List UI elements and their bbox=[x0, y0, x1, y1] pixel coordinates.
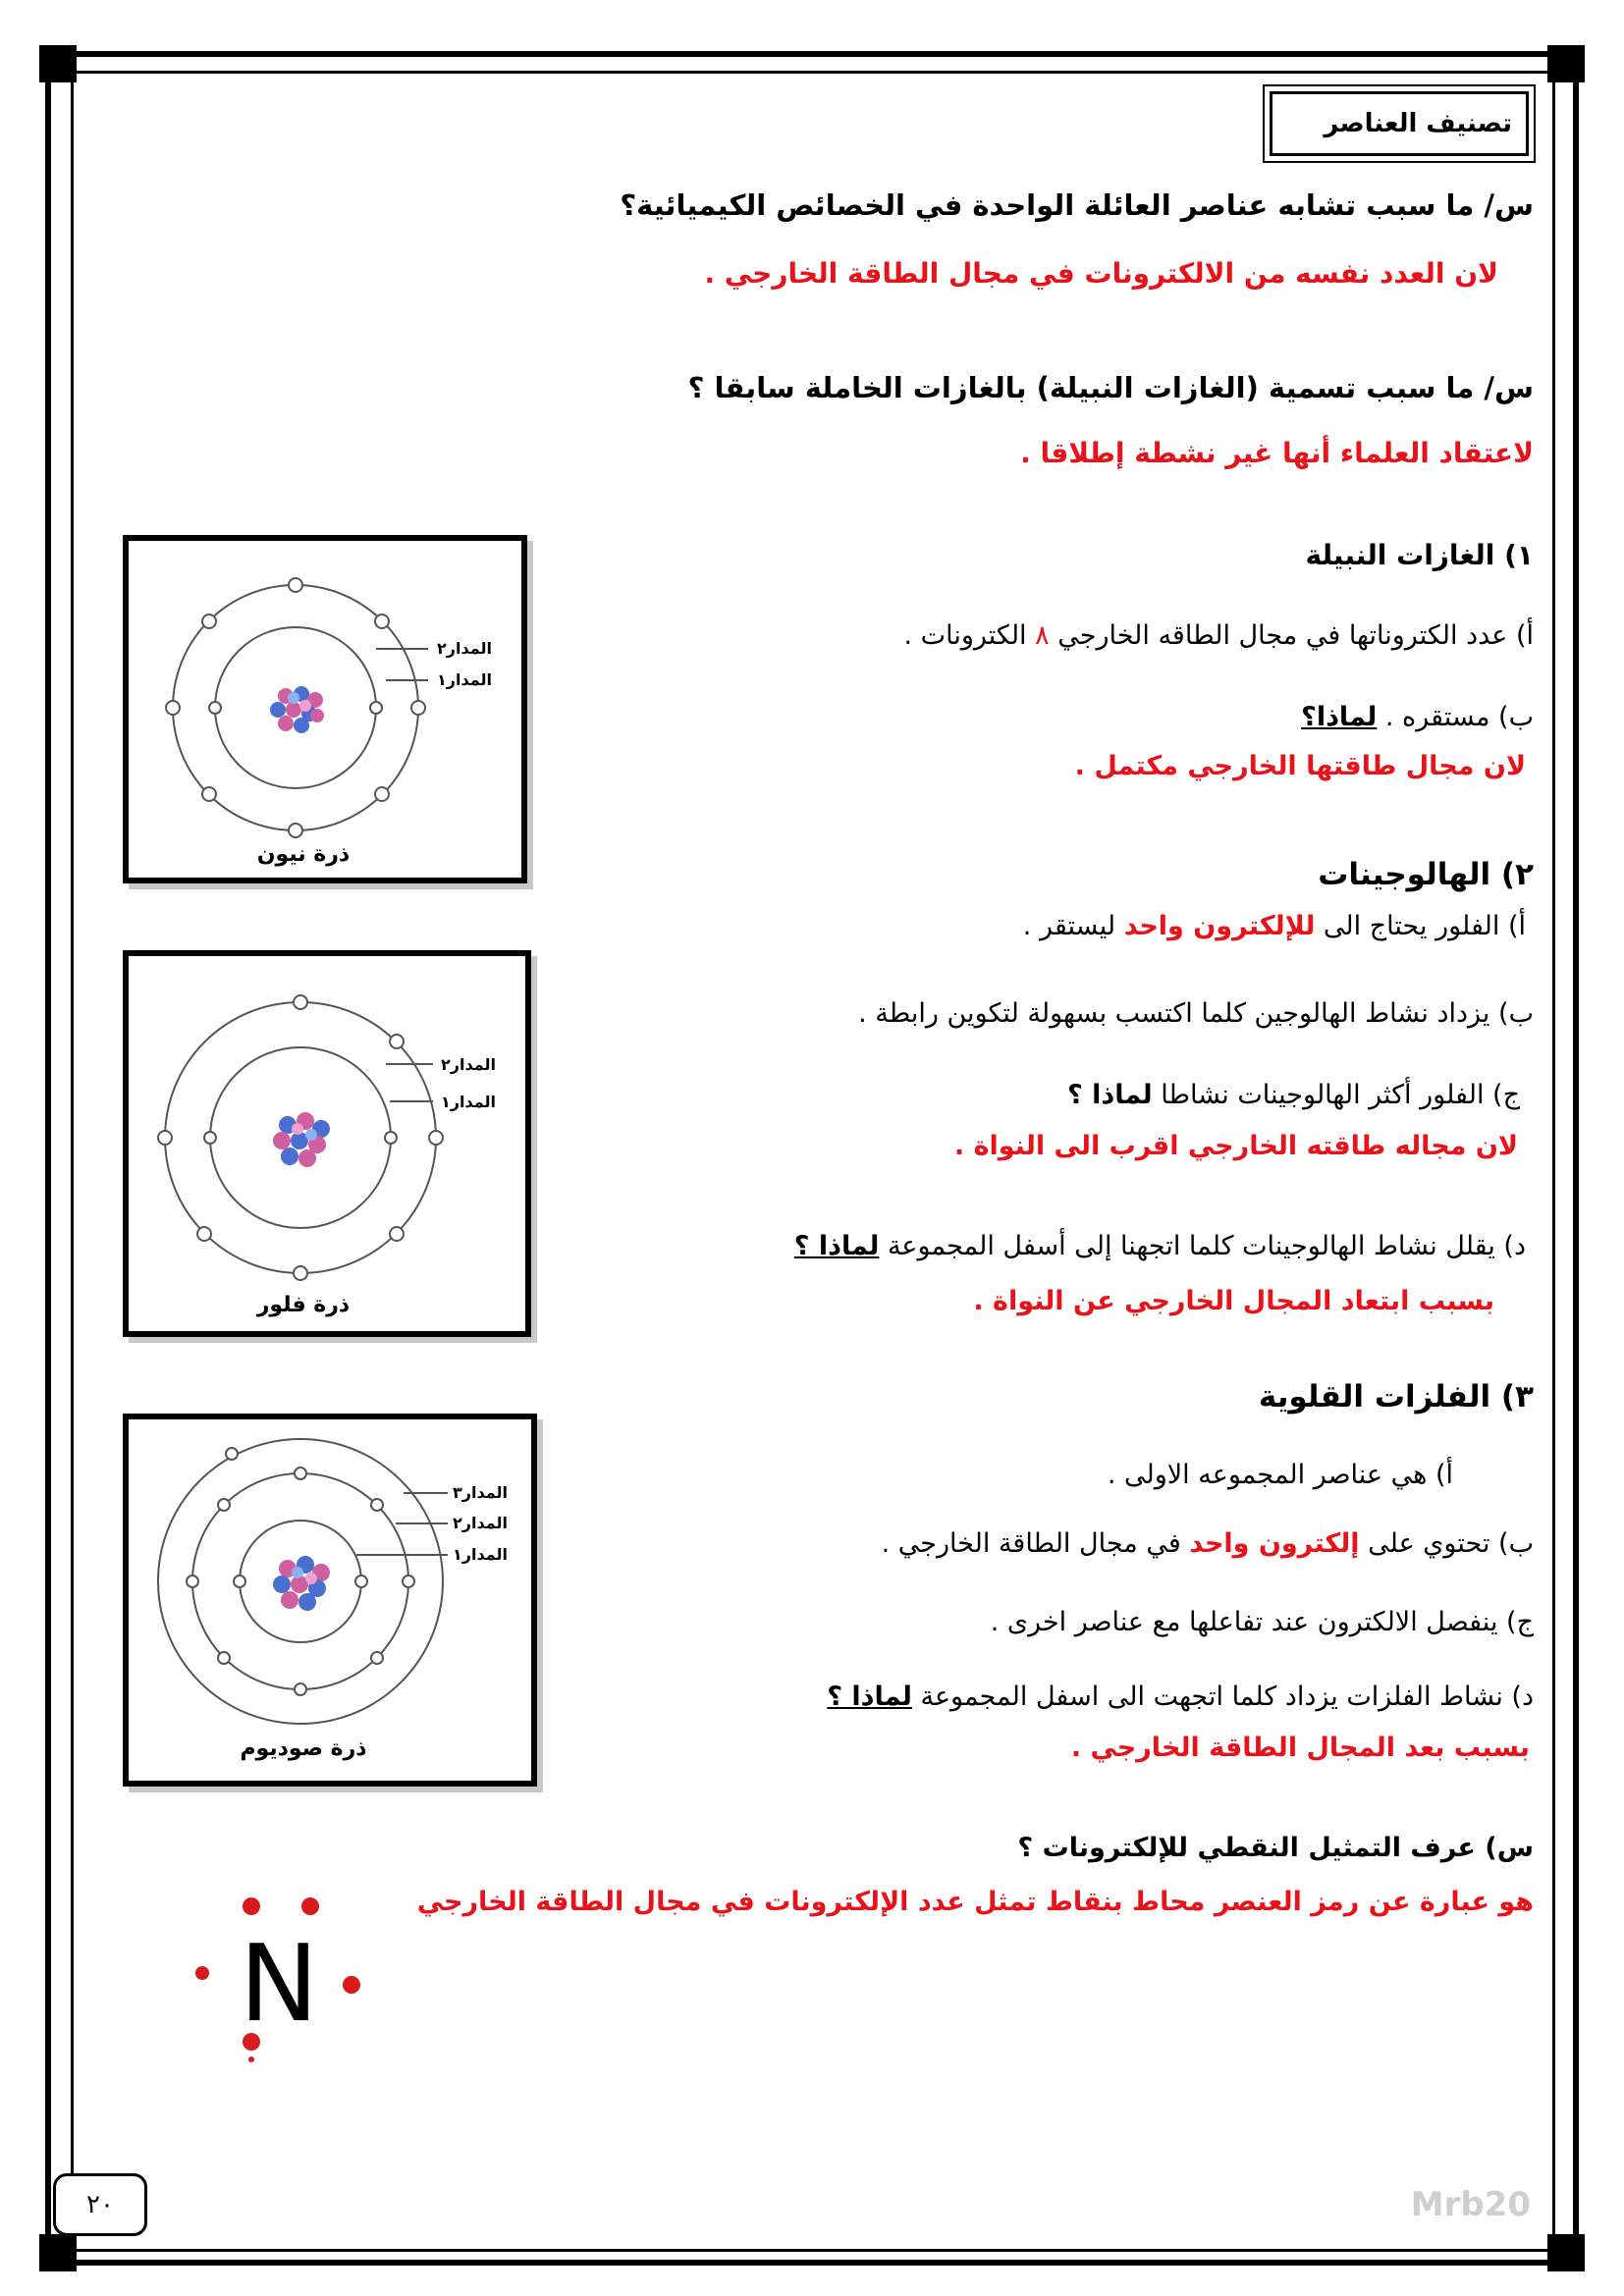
sodium-atom-diagram bbox=[129, 1419, 531, 1781]
alkali-answer-d: بسبب بعد المجال الطاقة الخارجي . bbox=[1070, 1733, 1530, 1763]
halogens-item-b: ب) يزداد نشاط الهالوجين كلما اكتسب بسهولة لتكوين رابطة . bbox=[858, 998, 1534, 1029]
why-label: لماذا ؟ bbox=[793, 1231, 880, 1261]
alkali-item-b-end: في مجال الطاقة الخارجي . bbox=[881, 1528, 1190, 1559]
halogens-heading: ٢) الهالوجينات bbox=[1318, 857, 1534, 892]
answer-2: لاعتقاد العلماء أنها غير نشطة إطلاقا . bbox=[1020, 437, 1534, 469]
nitrogen-lewis-dot-structure bbox=[183, 1896, 379, 2063]
fluorine-atom-diagram bbox=[129, 956, 525, 1331]
why-label: لماذا ؟ bbox=[827, 1682, 912, 1712]
frame-corner bbox=[1547, 2234, 1585, 2271]
alkali-item-b bbox=[882, 1528, 1534, 1559]
question-3: س) عرف التمثيل النقطي للإلكترونات ؟ bbox=[1017, 1833, 1534, 1863]
frame-corner bbox=[39, 45, 77, 82]
question-1: س/ ما سبب تشابه عناصر العائلة الواحدة في الخصائص الكيميائية؟ bbox=[620, 188, 1534, 222]
shell-2-label: المدار٢ bbox=[437, 639, 492, 658]
frame-corner bbox=[39, 2234, 77, 2271]
nucleus bbox=[273, 1556, 330, 1611]
answer-1: لان العدد نفسه من الالكترونات في مجال الطاقة الخارجي . bbox=[704, 257, 1498, 290]
halogens-item-d bbox=[794, 1231, 1526, 1261]
fluorine-atom-figure bbox=[123, 950, 531, 1337]
answer-3: هو عبارة عن رمز العنصر محاط بنقاط تمثل عدد الإلكترونات في مجال الطاقة الخارجي bbox=[416, 1887, 1534, 1917]
alkali-item-a: أ) هي عناصر المجموعه الاولى . bbox=[1107, 1460, 1453, 1490]
halogens-answer-c: لان مجاله طاقته الخارجي اقرب الى النواة . bbox=[953, 1131, 1518, 1161]
neon-atom-figure bbox=[123, 535, 527, 883]
shell-3-label: المدار٣ bbox=[453, 1483, 508, 1502]
noble-item-a-text: أ) عدد الكتروناتها في مجال الطاقه الخارجي bbox=[1049, 620, 1534, 651]
figure-caption: ذرة فلور bbox=[256, 1293, 351, 1317]
noble-heading: ١) الغازات النبيلة bbox=[1305, 539, 1534, 571]
alkali-item-b-red: إلكترون واحد bbox=[1189, 1528, 1360, 1559]
shell-2-label: المدار٢ bbox=[441, 1055, 496, 1074]
noble-item-a-number: ٨ bbox=[1035, 620, 1050, 651]
shell-2-label: المدار٢ bbox=[453, 1514, 508, 1532]
page-number: ٢٠ bbox=[53, 2173, 147, 2236]
neon-atom-diagram bbox=[129, 541, 521, 878]
halogens-item-a-end: ليستقر . bbox=[1022, 911, 1124, 941]
nucleus bbox=[270, 686, 324, 733]
shell-1-label: المدار١ bbox=[437, 670, 492, 689]
halogens-item-d-text: د) يقلل نشاط الهالوجينات كلما اتجهنا إلى أسفل المجموعة bbox=[879, 1231, 1526, 1261]
figure-caption: ذرة صوديوم bbox=[240, 1736, 367, 1761]
title-box bbox=[1263, 84, 1536, 163]
nucleus bbox=[273, 1112, 330, 1167]
alkali-item-c: ج) ينفصل الالكترون عند تفاعلها مع عناصر اخرى . bbox=[990, 1607, 1534, 1637]
noble-answer-b: لان مجال طاقتها الخارجي مكتمل . bbox=[1074, 751, 1526, 781]
halogens-answer-d: بسبب ابتعاد المجال الخارجي عن النواة . bbox=[973, 1286, 1494, 1316]
halogens-item-c bbox=[1067, 1080, 1520, 1110]
halogens-item-a-text: أ) الفلور يحتاج الى bbox=[1315, 911, 1526, 941]
halogens-item-c-text: ج) الفلور أكثر الهالوجينات نشاطا bbox=[1152, 1080, 1520, 1110]
noble-item-a bbox=[904, 620, 1534, 651]
halogens-item-a-red: للإلكترون واحد bbox=[1123, 911, 1316, 941]
alkali-item-d-text: د) نشاط الفلزات يزداد كلما اتجهت الى اسفل المجموعة bbox=[911, 1682, 1534, 1712]
noble-item-b bbox=[1301, 702, 1534, 732]
why-label: لماذا ؟ bbox=[1067, 1080, 1153, 1110]
alkali-item-b-text: ب) تحتوي على bbox=[1359, 1528, 1534, 1559]
watermark: Mrb20 bbox=[1410, 2185, 1531, 2224]
alkali-heading: ٣) الفلزات القلوية bbox=[1258, 1379, 1534, 1415]
figure-caption: ذرة نيون bbox=[256, 842, 351, 867]
frame-corner bbox=[1547, 45, 1585, 82]
noble-item-b-text: ب) مستقره . bbox=[1377, 702, 1534, 732]
halogens-item-a bbox=[1023, 911, 1526, 941]
shell-1-label: المدار١ bbox=[453, 1545, 508, 1564]
question-2: س/ ما سبب تسمية (الغازات النبيلة) بالغازات الخاملة سابقا ؟ bbox=[687, 371, 1534, 404]
element-symbol: N bbox=[239, 1923, 319, 2046]
shell-1-label: المدار١ bbox=[441, 1093, 496, 1111]
why-label: لماذا؟ bbox=[1301, 702, 1378, 732]
page-title: تصنيف العناصر bbox=[1270, 91, 1529, 156]
alkali-item-d bbox=[827, 1682, 1534, 1712]
noble-item-a-end: الكترونات . bbox=[903, 620, 1036, 651]
sodium-atom-figure bbox=[123, 1414, 537, 1787]
